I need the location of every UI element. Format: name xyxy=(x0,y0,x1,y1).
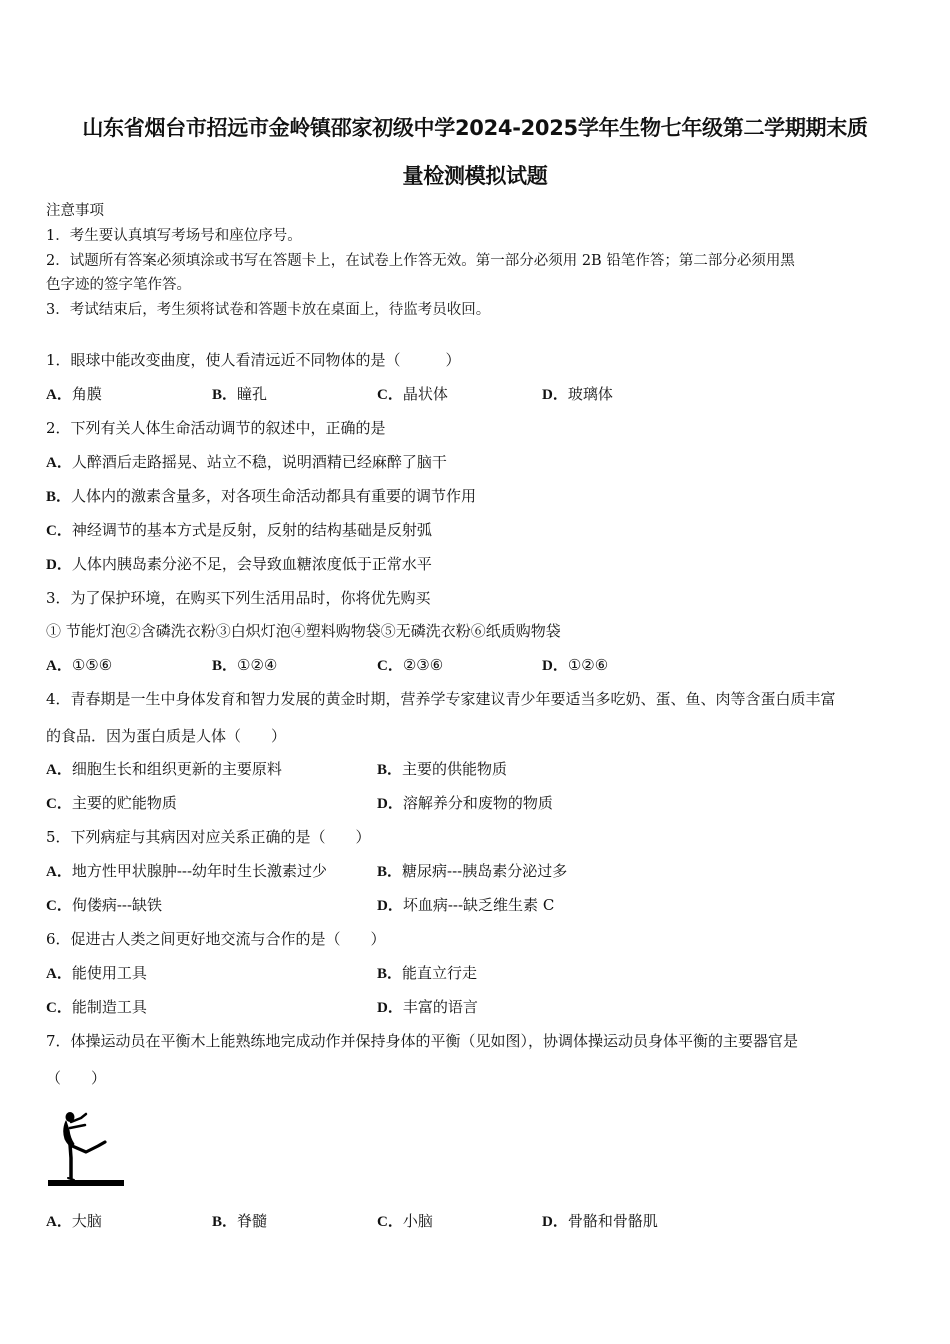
notice-item: 色字迹的签字笔作答。 xyxy=(46,277,191,293)
notice-item: 2．试题所有答案必须填涂或书写在答题卡上，在试卷上作答无效。第一部分必须用 2B 铅笔作答；第二部分必须用黑 xyxy=(46,253,795,269)
option-d xyxy=(542,384,613,405)
option-a xyxy=(46,452,447,473)
option-letter: D． xyxy=(542,658,568,674)
option-a xyxy=(46,384,102,405)
option-letter: B． xyxy=(212,1214,238,1230)
option-c xyxy=(46,997,147,1018)
option-text: 能使用工具 xyxy=(71,964,147,982)
question-stem: 的食品．因为蛋白质是人体（ ） xyxy=(46,727,287,745)
option-text: 细胞生长和组织更新的主要原料 xyxy=(71,760,282,778)
option-a xyxy=(46,861,327,882)
option-letter: B． xyxy=(212,387,238,403)
option-a xyxy=(46,655,112,676)
option-text: 大脑 xyxy=(71,1212,102,1230)
balance-beam-icon xyxy=(48,1180,124,1186)
option-text: 地方性甲状腺肿---幼年时生长激素过少 xyxy=(71,862,328,880)
question-stem: 6．促进古人类之间更好地交流与合作的是（ ） xyxy=(46,930,386,948)
option-a xyxy=(46,1211,102,1232)
notice-item: 3．考试结束后，考生须将试卷和答题卡放在桌面上，待监考员收回。 xyxy=(46,302,491,318)
option-letter: A． xyxy=(46,864,72,880)
option-text: ①②④ xyxy=(237,656,278,674)
option-b xyxy=(212,384,267,405)
option-text: 主要的供能物质 xyxy=(402,760,508,778)
document-title-line2: 量检测模拟试题 xyxy=(402,164,548,188)
option-text: 坏血病---缺乏维生素 C xyxy=(402,896,555,914)
option-text: 能直立行走 xyxy=(402,964,478,982)
option-letter: C． xyxy=(377,658,403,674)
option-letter: D． xyxy=(542,387,568,403)
option-letter: D． xyxy=(46,557,72,573)
option-letter: A． xyxy=(46,387,72,403)
option-b xyxy=(377,759,507,780)
option-text: 骨骼和骨骼肌 xyxy=(567,1212,658,1230)
option-letter: C． xyxy=(377,387,403,403)
option-d xyxy=(377,997,478,1018)
option-letter: C． xyxy=(46,523,72,539)
option-text: ②③⑥ xyxy=(402,656,444,674)
option-text: 玻璃体 xyxy=(567,385,613,403)
option-b xyxy=(212,655,277,676)
option-d xyxy=(542,655,608,676)
option-letter: C． xyxy=(377,1214,403,1230)
option-text: 晶状体 xyxy=(402,385,448,403)
option-letter: B． xyxy=(377,762,403,778)
question-stem: 2．下列有关人体生命活动调节的叙述中，正确的是 xyxy=(46,419,386,437)
option-letter: A． xyxy=(46,966,72,982)
option-b xyxy=(46,486,476,507)
option-letter: B． xyxy=(212,658,238,674)
notice-heading: 注意事项 xyxy=(46,203,104,219)
document-title-line1: 山东省烟台市招远市金岭镇邵家初级中学2024-2025学年生物七年级第二学期期末质 xyxy=(82,116,868,140)
option-c xyxy=(377,655,443,676)
option-text: 小脑 xyxy=(402,1212,433,1230)
option-b xyxy=(212,1211,267,1232)
option-letter: B． xyxy=(377,864,403,880)
option-text: 丰富的语言 xyxy=(402,998,478,1016)
option-c xyxy=(46,520,432,541)
question-stem: 3．为了保护环境，在购买下列生活用品时，你将优先购买 xyxy=(46,589,431,607)
notice-item: 1．考生要认真填写考场号和座位序号。 xyxy=(46,228,302,244)
option-c xyxy=(377,384,448,405)
option-d xyxy=(46,554,432,575)
option-c xyxy=(46,793,177,814)
option-text: 人醉酒后走路摇晃、站立不稳，说明酒精已经麻醉了脑干 xyxy=(71,453,447,471)
question-stem: 1．眼球中能改变曲度，使人看清远近不同物体的是（ ） xyxy=(46,351,461,369)
option-text: 人体内胰岛素分泌不足，会导致血糖浓度低于正常水平 xyxy=(71,555,432,573)
option-letter: A． xyxy=(46,1214,72,1230)
option-c xyxy=(377,1211,433,1232)
question-stem: 5．下列病症与其病因对应关系正确的是（ ） xyxy=(46,828,371,846)
option-d xyxy=(377,793,553,814)
gymnast-silhouette-icon xyxy=(64,1113,105,1181)
option-c xyxy=(46,895,162,916)
option-b xyxy=(377,963,477,984)
option-letter: D． xyxy=(377,898,403,914)
option-text: 佝偻病---缺铁 xyxy=(71,896,163,914)
option-d xyxy=(377,895,554,916)
question-stem: 4．青春期是一生中身体发育和智力发展的黄金时期，营养学专家建议青少年要适当多吃奶、蛋、鱼、肉等含蛋白质丰富 xyxy=(46,690,836,708)
option-text: 人体内的激素含量多，对各项生命活动都具有重要的调节作用 xyxy=(71,487,477,505)
option-text: 瞳孔 xyxy=(237,385,268,403)
option-text: ①⑤⑥ xyxy=(71,656,113,674)
option-letter: D． xyxy=(377,796,403,812)
option-text: 神经调节的基本方式是反射，反射的结构基础是反射弧 xyxy=(71,521,432,539)
option-text: ①②⑥ xyxy=(567,656,609,674)
option-a xyxy=(46,963,147,984)
option-letter: A． xyxy=(46,455,72,471)
option-letter: D． xyxy=(377,1000,403,1016)
option-letter: B． xyxy=(377,966,403,982)
question-stem: 7．体操运动员在平衡木上能熟练地完成动作并保持身体的平衡（见如图），协调体操运动员身体平衡的主要器官是 xyxy=(46,1032,799,1050)
option-b xyxy=(377,861,567,882)
option-text: 糖尿病---胰岛素分泌过多 xyxy=(402,862,568,880)
option-d xyxy=(542,1211,658,1232)
option-letter: D． xyxy=(542,1214,568,1230)
option-text: 主要的贮能物质 xyxy=(71,794,177,812)
question-stem-items: ① 节能灯泡②含磷洗衣粉③白炽灯泡④塑料购物袋⑤无磷洗衣粉⑥纸质购物袋 xyxy=(46,622,561,640)
option-letter: B． xyxy=(46,489,72,505)
option-letter: A． xyxy=(46,658,72,674)
option-letter: A． xyxy=(46,762,72,778)
option-letter: C． xyxy=(46,898,72,914)
option-text: 脊髓 xyxy=(237,1212,268,1230)
question-stem: （ ） xyxy=(46,1069,107,1087)
option-text: 溶解养分和废物的物质 xyxy=(402,794,553,812)
gymnast-balance-beam-figure xyxy=(46,1108,126,1192)
option-letter: C． xyxy=(46,1000,72,1016)
option-text: 角膜 xyxy=(71,385,102,403)
option-letter: C． xyxy=(46,796,72,812)
option-a xyxy=(46,759,282,780)
option-text: 能制造工具 xyxy=(71,998,147,1016)
